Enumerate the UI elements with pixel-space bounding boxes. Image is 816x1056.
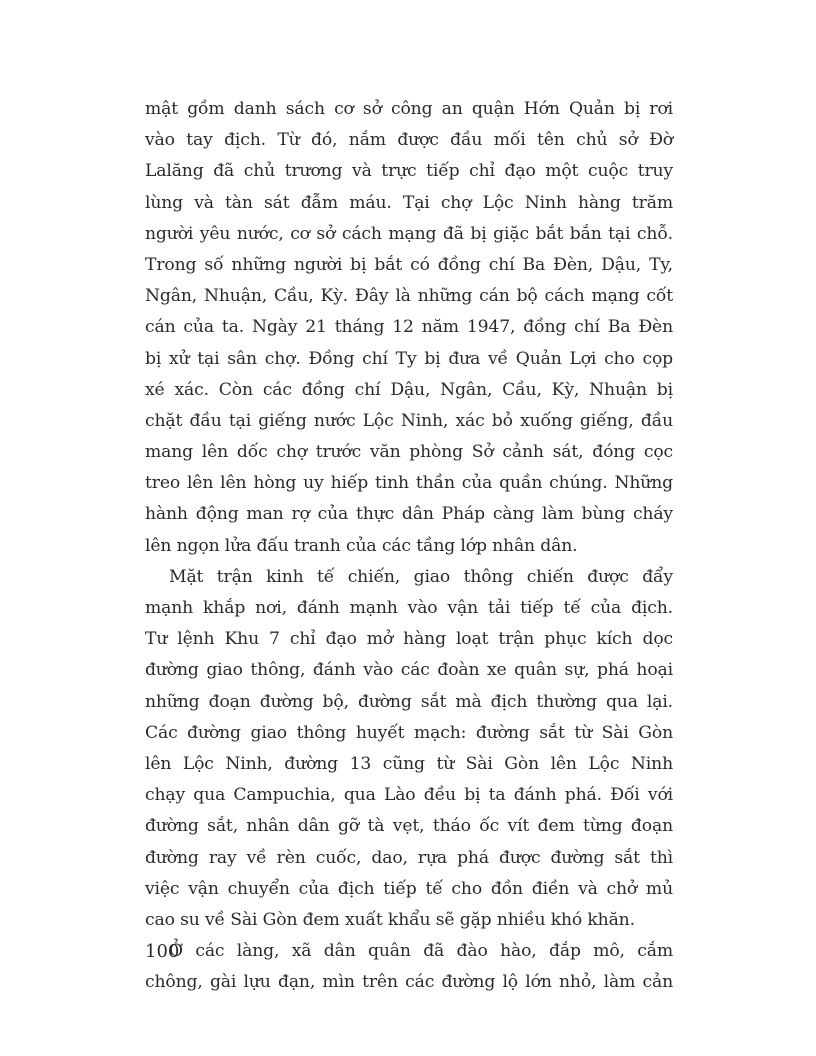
text-line: việc vận chuyển của địch tiếp tế cho đồn điền và chở mủ — [145, 878, 673, 899]
text-line: những đoạn đường bộ, đường sắt mà địch thường qua lại. — [145, 691, 673, 712]
text-line: chạy qua Campuchia, qua Lào đều bị ta đánh phá. Đối với — [145, 785, 673, 806]
paragraph — [145, 562, 673, 936]
text-line: bị xử tại sân chợ. Đồng chí Ty bị đưa về Quản Lợi cho cọp — [145, 348, 673, 369]
text-line: mạnh khắp nơi, đánh mạnh vào vận tải tiếp tế của địch. — [145, 598, 673, 618]
text-line: đường ray về rèn cuốc, dao, rựa phá được đường sắt thì — [145, 847, 673, 868]
text-line: vào tay địch. Từ đó, nắm được đầu mối tên chủ sở Đờ — [145, 130, 673, 151]
text-line: Lalăng đã chủ trương và trực tiếp chỉ đạo một cuộc truy — [145, 161, 673, 182]
text-line: mật gồm danh sách cơ sở công an quận Hớn Quản bị rơi — [145, 99, 673, 119]
text-line: cán của ta. Ngày 21 tháng 12 năm 1947, đồng chí Ba Đèn — [145, 317, 673, 338]
text-line: chông, gài lựu đạn, mìn trên các đường lộ lớn nhỏ, làm cản — [145, 972, 673, 993]
text-line: Tư lệnh Khu 7 chỉ đạo mở hàng loạt trận phục kích dọc — [145, 629, 673, 650]
text-line: mang lên dốc chợ trước văn phòng Sở cảnh sát, đóng cọc — [145, 442, 673, 463]
text-line: Ở các làng, xã dân quân đã đào hào, đắp mô, cắm — [169, 941, 673, 962]
text-line: Trong số những người bị bắt có đồng chí Ba Đèn, Dậu, Ty, — [145, 254, 673, 275]
text-line: chặt đầu tại giếng nước Lộc Ninh, xác bỏ xuống giếng, đầu — [145, 410, 673, 431]
text-line: người yêu nước, cơ sở cách mạng đã bị giặc bắt bắn tại chỗ. — [145, 223, 673, 244]
text-line: đường sắt, nhân dân gỡ tà vẹt, tháo ốc vít đem từng đoạn — [145, 816, 673, 837]
text-line: Các đường giao thông huyết mạch: đường sắt từ Sài Gòn — [145, 722, 673, 743]
text-line: lùng và tàn sát đẫm máu. Tại chợ Lộc Ninh hàng trăm — [145, 192, 673, 213]
paragraph — [145, 94, 673, 562]
text-line: xé xác. Còn các đồng chí Dậu, Ngân, Cầu, Kỳ, Nhuận bị — [145, 379, 673, 400]
text-line: Ngân, Nhuận, Cầu, Kỳ. Đây là những cán bộ cách mạng cốt — [145, 286, 673, 307]
paragraph — [145, 936, 673, 998]
text-line: Mặt trận kinh tế chiến, giao thông chiến được đẩy — [169, 566, 673, 587]
text-line: đường giao thông, đánh vào các đoàn xe quân sự, phá hoại — [145, 660, 673, 681]
text-line: lên ngọn lửa đấu tranh của các tầng lớp nhân dân. — [145, 535, 578, 556]
page-body — [145, 94, 673, 998]
page-number: 100 — [145, 941, 180, 962]
text-line: lên Lộc Ninh, đường 13 cũng từ Sài Gòn lên Lộc Ninh — [145, 753, 673, 774]
text-line: cao su về Sài Gòn đem xuất khẩu sẽ gặp nhiều khó khăn. — [145, 909, 635, 930]
text-line: hành động man rợ của thực dân Pháp càng làm bùng cháy — [145, 504, 673, 525]
text-line: treo lên lên hòng uy hiếp tinh thần của quần chúng. Những — [145, 473, 673, 494]
